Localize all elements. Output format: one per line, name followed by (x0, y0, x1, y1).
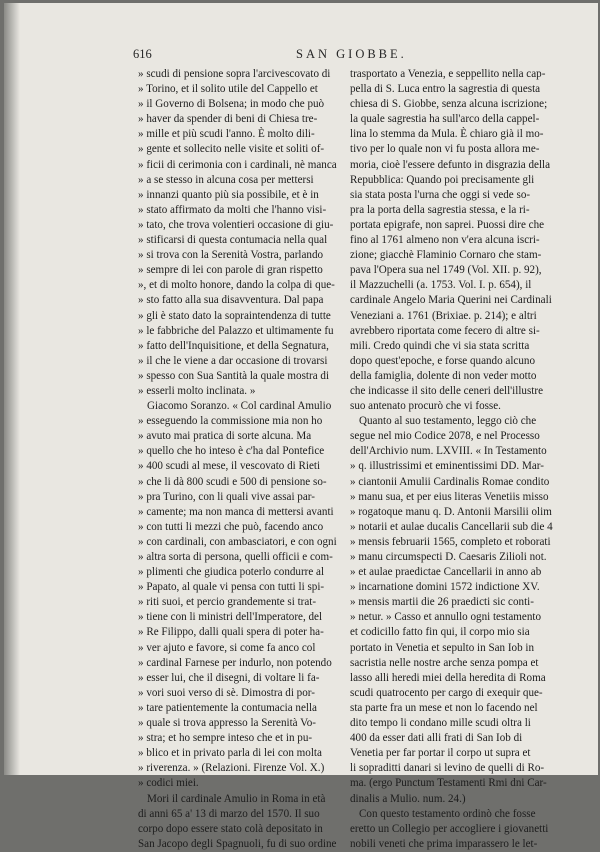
text-line: dell'Archivio num. LXVIII. « In Testamento (350, 445, 547, 458)
text-line: » quale si trova appresso la Serenità Vo- (138, 717, 316, 730)
text-line: sacristia nelle nostre arche senza pompa et (350, 656, 539, 669)
text-line: » gli è stato dato la sopraintendenza di tutte (138, 309, 331, 322)
page-gutter-shadow (4, 3, 20, 775)
text-line: Giacomo Soranzo. « Col cardinal Amulio (147, 400, 332, 413)
text-line: » codici miei. (138, 777, 199, 790)
text-line: et codicillo fatto fin qui, il corpo mio sia (350, 626, 530, 639)
text-line: eretto un Collegio per accogliere i giovanetti (350, 822, 549, 835)
text-line: avrebbero riportata come fecero di altre si- (350, 324, 540, 337)
running-title: SAN GIOBBE. (296, 47, 407, 61)
text-line: » stificarsi di questa contumacia nella qual (138, 234, 328, 247)
text-line: » manu circumspecti D. Caesaris Zilioli not. (350, 551, 547, 563)
text-line: » tato, che trova volentieri occasione di giu- (138, 218, 334, 231)
text-line: » notarii et aulae ducalis Cancellarii sub die 4 (350, 520, 553, 533)
text-line: » il Governo di Bolsena; in modo che può (138, 98, 325, 111)
text-line: li sopraditti danari si levino de quelli di Ro- (350, 762, 545, 775)
text-line: » tare patientemente la contumacia nella (138, 701, 317, 714)
text-line: della famiglia, dolente di non veder motto (350, 369, 537, 382)
text-line: dito tempo li condano mille scudi oltra li (350, 717, 531, 730)
text-line: » si trova con la Serenità Vostra, parlando (138, 249, 324, 262)
text-line: » haver da spender di beni di Chiesa tre- (138, 113, 318, 126)
text-line: di anni 65 a' 13 di marzo del 1570. Il suo (138, 807, 320, 820)
text-line: il Mazzuchelli (a. 1753. Vol. I. p. 654), il (350, 279, 532, 292)
text-line: pava l'Opera sua nel 1749 (Vol. XII. p. 92), (350, 264, 542, 277)
text-line: sia stata posta l'urna che oggi si vede so- (350, 188, 531, 201)
text-line: mili. Credo quindi che vi sia stata scritta (350, 339, 530, 352)
text-line: » esser lui, che il disegni, di voltare li fa- (138, 671, 320, 684)
text-line: » rogatoque manu q. D. Antonii Marsilii olim (350, 505, 552, 518)
text-line: » et aulae praedictae Cancellarii in anno ab (350, 566, 542, 579)
text-line: Repubblica: Quando poi precisamente gli (350, 173, 535, 186)
text-line: lina lo stemma da Mula. È chiaro già il mo- (350, 128, 544, 141)
text-line: sta parte fra un mese et non lo facendo nel (350, 701, 538, 714)
text-line: » quello che ho inteso è c'ha dal Pontefice (138, 445, 325, 458)
text-line: » fatto dell'Inquisitione, et della Segnatura, (138, 339, 329, 352)
text-line: zione; giacchè Flaminio Cornaro che stam- (350, 249, 542, 262)
book-page (4, 3, 598, 850)
text-line: » Re Filippo, dalli quali spera di poter ha- (138, 626, 324, 639)
text-line: » netur. » Casso et annullo ogni testamento (350, 611, 542, 624)
text-line: » ciantonii Amulii Cardinalis Romae condito (350, 475, 550, 488)
text-line: » Papato, al quale vi pensa con tutti li spi- (138, 581, 325, 594)
text-line: » mensis martii die 26 praedicti sic conti- (350, 596, 534, 609)
text-line: » sempre di lei con parole di gran rispetto (138, 264, 323, 277)
text-line: » Torino, et il solito utile del Cappello et (138, 83, 318, 96)
text-line: portata epigrafe, non saprei. Puossi dire che (350, 218, 545, 231)
text-line: Venetia per far portar il corpo ut supra et (350, 747, 531, 760)
left-text-column (138, 67, 343, 852)
text-line: » riverenza. » (Relazioni. Firenze Vol. X.) (138, 762, 325, 775)
text-line: San Jacopo degli Spagnuoli, fu di suo ordine (138, 837, 337, 850)
text-line: » cardinal Farnese per indurlo, non potendo (138, 656, 332, 669)
text-line: » 400 scudi al mese, il vescovato di Rieti (138, 460, 321, 473)
text-line: segue nel mio Codice 2078, e nel Processo (350, 430, 540, 443)
text-line: » esseguendo la commissione mia non ho (138, 415, 323, 428)
text-line: » stra; et ho sempre inteso che et in pu- (138, 732, 313, 745)
text-line: » manu sua, et per eius literas Venetiis misso (350, 490, 549, 503)
text-line: trasportato a Venezia, e seppellito nella cap- (350, 68, 546, 80)
text-line: nobili veneti che prima imparassero le let- (350, 837, 538, 850)
text-line: Veneziani a. 1761 (Brixiae. p. 214); e altri (350, 309, 537, 322)
text-line: dinalis a Mulio. num. 24.) (350, 792, 466, 805)
text-line: » le fabbriche del Palazzo et ultimamente fu (138, 324, 334, 337)
text-line: », et di molto honore, dando la colpa di que- (138, 279, 335, 292)
text-line: ma. (ergo Punctum Testamenti Rmi dni Car- (350, 777, 547, 790)
text-line: » ver ajuto e favore, si come fa anco col (138, 641, 316, 654)
text-line: » ficii di cerimonia con i cardinali, nè manca (138, 158, 337, 171)
text-line: corpo dopo essere stato colà depositato in (138, 822, 323, 835)
text-line: » q. illustrissimi et eminentissimi DD. Mar- (350, 460, 544, 473)
text-line: » blico et in privato parla di lei con molta (138, 747, 322, 760)
text-line: » plimenti che giudica poterlo condurre al (138, 566, 325, 579)
text-line: » scudi di pensione sopra l'arcivescovato di (138, 68, 331, 80)
text-line: tivo per lo quale non vi fu posta allora me- (350, 143, 540, 156)
text-line: 400 da esser dati alli frati di San Iob di (350, 732, 523, 745)
text-line: » il che le viene a dar occasione di trovarsi (138, 354, 328, 367)
text-line: » mille et più scudi l'anno. È molto dili- (138, 128, 315, 141)
text-line: » riti suoi, et percio grandemente si trat- (138, 596, 317, 609)
text-line: lasso alli heredi miei della heredita di Roma (350, 671, 546, 684)
text-line: fino al 1761 almeno non v'era alcuna iscri- (350, 234, 540, 247)
text-line: » sto fatto alla sua disavventura. Dal papa (138, 294, 324, 307)
text-line: » incarnatione domini 1572 indictione XV. (350, 581, 540, 594)
text-line: » stato affirmato da molti che l'hanno visi- (138, 203, 327, 216)
text-line: » a se stesso in alcuna cosa per mettersi (138, 173, 314, 186)
text-line: pella di S. Luca entro la sagrestia di questa (350, 83, 541, 96)
right-text-column (350, 67, 566, 852)
text-line: la quale sagrestia ha sull'arco della cappel- (350, 113, 540, 126)
text-line: » con tutti li mezzi che può, facendo anco (138, 520, 324, 533)
text-line: » vori suoi verso di sè. Dimostra di por- (138, 686, 315, 699)
text-line: cardinale Angelo Maria Querini nei Cardinali (350, 294, 552, 307)
text-line: » innanzi quanto più sia possibile, et è in (138, 188, 319, 201)
text-line: » con cardinali, con ambasciatori, e con ogni (138, 535, 337, 548)
text-line: portato in Venetia et sepulto in San Iob in (350, 641, 535, 654)
text-line: » mensis februarii 1565, completo et roborati (350, 535, 551, 548)
text-line: » che li dà 800 scudi e 500 di pensione so- (138, 475, 327, 488)
text-line: chiesa di S. Giobbe, senza alcuna iscrizione; (350, 98, 548, 111)
text-line: » gente et sollecito nelle visite et soliti of- (138, 143, 325, 156)
page-header (4, 47, 598, 63)
text-line: Mori il cardinale Amulio in Roma in età (147, 792, 326, 805)
text-line: » avuto mai pratica di sorte alcuna. Ma (138, 430, 312, 443)
page-number: 616 (133, 47, 152, 61)
text-line: » esserli molto inclinata. » (138, 384, 256, 397)
text-line: » camente; ma non manca di mettersi avanti (138, 505, 334, 518)
text-line: che indicasse il sito delle ceneri dell'illustre (350, 384, 543, 397)
text-line: pra la porta della sagrestia stessa, e la ri- (350, 203, 530, 216)
text-line: » pra Turino, con li quali vive assai par- (138, 490, 315, 503)
text-line: scudi quatrocento per cargo di exequir que- (350, 686, 543, 699)
text-line: Quanto al suo testamento, leggo ciò che (359, 415, 537, 428)
text-line: moria, cioè l'essere defunto in disgrazia della (350, 158, 551, 171)
text-line: Con questo testamento ordinò che fosse (359, 807, 536, 820)
text-line: » spesso con Sua Santità la quale mostra di (138, 369, 330, 382)
text-line: suo antenato procurò che vi fosse. (350, 400, 501, 413)
text-line: dopo quest'epoche, e forse quando alcuno (350, 354, 535, 367)
text-line: » tiene con li ministri dell'Imperatore, del (138, 611, 323, 624)
text-line: » altra sorta di persona, quelli officii e com- (138, 551, 333, 563)
